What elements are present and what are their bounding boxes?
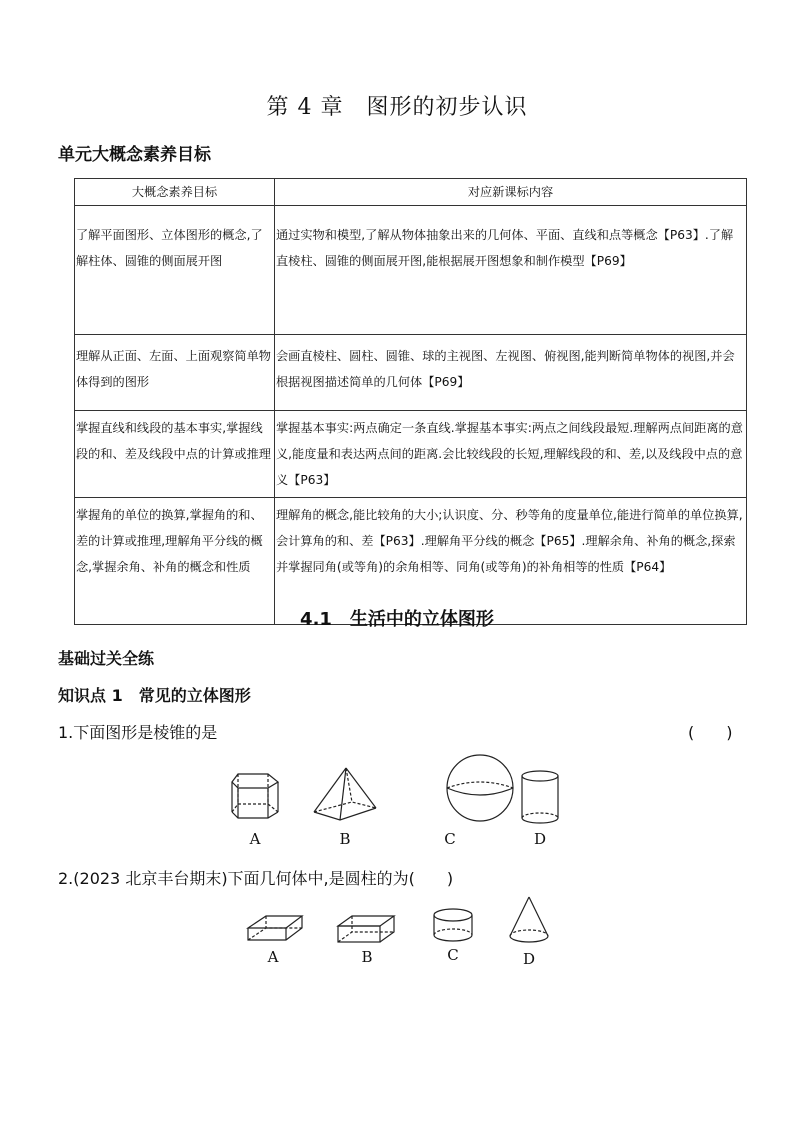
content-cell: 通过实物和模型,了解从物体抽象出来的几何体、平面、直线和点等概念【P63】.了解直棱柱、圆锥的侧面展开图,能根据展开图想象和制作模型【P69】 <box>275 206 747 335</box>
table-row <box>75 411 747 498</box>
unit-goals-heading: 单元大概念素养目标 <box>58 145 211 165</box>
practice-heading: 基础过关全练 <box>58 649 155 668</box>
table-row <box>75 335 747 411</box>
cone-icon <box>506 894 552 948</box>
goal-cell: 掌握直线和线段的基本事实,掌握线段的和、差及线段中点的计算或推理 <box>75 411 275 498</box>
answer-parenthesis: ( ) <box>688 723 733 742</box>
q2-option-a-label: A <box>267 948 279 966</box>
triangular-prism-icon <box>244 912 306 944</box>
goal-cell: 掌握角的单位的换算,掌握角的和、差的计算或推理,理解角平分线的概念,掌握余角、补角的概念和性质 <box>75 498 275 625</box>
question-1-text: 1.下面图形是棱锥的是 <box>58 723 218 742</box>
hexagonal-prism-icon <box>228 768 284 824</box>
q1-option-b-label: B <box>339 830 351 848</box>
goal-cell: 了解平面图形、立体图形的概念,了解柱体、圆锥的侧面展开图 <box>75 206 275 335</box>
table-header-goal: 大概念素养目标 <box>75 179 275 206</box>
content-cell: 理解角的概念,能比较角的大小;认识度、分、秒等角的度量单位,能进行简单的单位换算,会计算角的和、差【P63】.理解角平分线的概念【P65】.理解余角、补角的概念,探索并掌握同角(或等角)的余角相等、同角(或等角)的补角相等的性质【P64】 <box>275 498 747 625</box>
content-cell: 掌握基本事实:两点确定一条直线.掌握基本事实:两点之间线段最短.理解两点间距离的意义,能度量和表达两点间的距离.会比较线段的长短,理解线段的和、差,以及线段中点的意义【P63】 <box>275 411 747 498</box>
short-cylinder-icon <box>430 906 476 946</box>
sphere-icon <box>444 752 516 824</box>
q1-option-c-label: C <box>444 830 456 848</box>
table-header-content: 对应新课标内容 <box>275 179 747 206</box>
q2-option-c-label: C <box>447 946 459 964</box>
content-cell: 会画直棱柱、圆柱、圆锥、球的主视图、左视图、俯视图,能判断简单物体的视图,并会根据视图描述简单的几何体【P69】 <box>275 335 747 411</box>
q2-option-d-label: D <box>522 950 536 968</box>
cylinder-icon <box>518 768 562 826</box>
goal-cell: 理解从正面、左面、上面观察简单物体得到的图形 <box>75 335 275 411</box>
table-row <box>75 206 747 335</box>
q1-option-a-label: A <box>249 830 261 848</box>
lesson-title: 4.1 生活中的立体图形 <box>300 609 494 630</box>
table-header-row <box>75 179 747 206</box>
chapter-title: 第 4 章 图形的初步认识 <box>266 95 528 120</box>
knowledge-point-heading: 知识点 1 常见的立体图形 <box>58 686 251 705</box>
pyramid-icon <box>310 764 380 824</box>
q2-option-b-label: B <box>361 948 373 966</box>
rectangular-prism-icon <box>334 912 398 946</box>
question-2-text: 2.(2023 北京丰台期末)下面几何体中,是圆柱的为( ) <box>58 869 454 888</box>
q1-option-d-label: D <box>533 830 547 848</box>
goals-table <box>74 178 747 625</box>
